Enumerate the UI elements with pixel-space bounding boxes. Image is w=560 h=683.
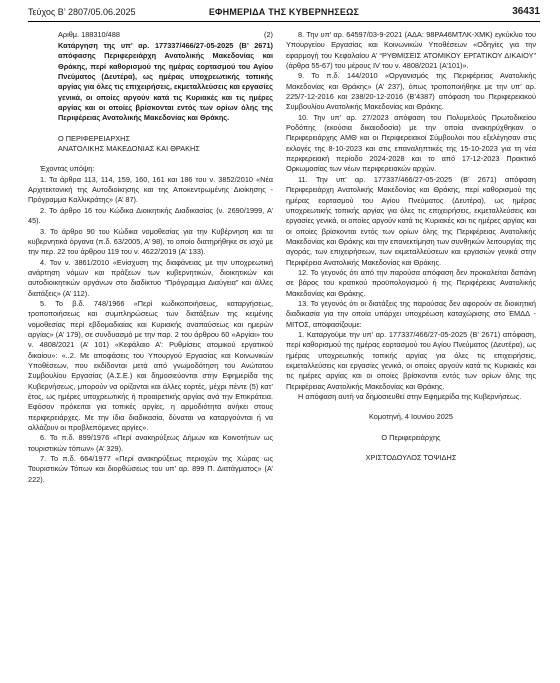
decision-number: Αριθμ. 188310/488 bbox=[58, 30, 120, 39]
header-rule bbox=[28, 21, 540, 22]
considering-item-7: 7. Το π.δ. 664/1977 «Περί ανακηρύξεως περιοχών της Χώρας ως Τουριστικών Τόπων και διορθώσεως του υπ’ αρ. 899 Π. Διατάγματος» (Α’ 222). bbox=[28, 454, 273, 484]
authority-line-1: Ο ΠΕΡΙΦΕΡΕΙΑΡΧΗΣ bbox=[58, 133, 131, 143]
considering-item-6: 6. Το π.δ. 899/1976 «Περί ανακηρύξεως Δήμων και Κοινοτήτων ως τουριστικών τόπων» (Α’ 329). bbox=[28, 433, 273, 453]
left-column bbox=[28, 30, 273, 485]
page-number: 36431 bbox=[512, 6, 540, 17]
considering-item-9: 9. Το π.δ. 144/2010 «Οργανισμός της Περιφέρειας Ανατολικής Μακεδονίας και Θράκης» (Α’ 237), όπως τροποποιήθηκε με την υπ’ αρ. 225/7-12-2016 και 238/20-12-2016 (Β’4387) απόφαση του Περιφερειακού Συμβουλίου Ανατολικής Μακεδονίας και Θράκης. bbox=[286, 71, 536, 112]
considering-item-2: 2. Το άρθρο 16 του Κώδικα Διοικητικής Διαδικασίας (ν. 2690/1999, Α’ 45). bbox=[28, 205, 273, 226]
right-column bbox=[286, 30, 536, 463]
decision-number-row bbox=[28, 30, 273, 41]
considering-item-4: 4. Τον ν. 3861/2010 «Ενίσχυση της διαφάνειας με την υποχρεωτική ανάρτηση νόμων και πράξεων των κυβερνητικών, διοικητικών και αυτοδιοικητικών οργάνων στο διαδίκτυο “Πρόγραμμα Διαύγεια” και άλλες διατάξεις» (Α’ 112). bbox=[28, 257, 273, 298]
authority-line-2: ΑΝΑΤΟΛΙΚΗΣ ΜΑΚΕΔΟΝΙΑΣ ΚΑΙ ΘΡΑΚΗΣ bbox=[58, 144, 200, 154]
considering-item-3: 3. Το άρθρο 90 του Κώδικα νομοθεσίας για την Κυβέρνηση και τα κυβερνητικά όργανα (π.δ. 63/2005, Α’ 98), το οποίο διατηρήθηκε σε ισχύ με την περ. 22 του άρθρου 119 του ν. 4622/2019 (Α’ 133). bbox=[28, 226, 273, 257]
considering-item-5: 5. Το β.δ. 748/1966 «Περί κωδικοποιήσεως, καταργήσεως, τροποποιήσεως και συμπληρώσεως των διατάξεων της κειμένης νομοθεσίας περί εβδομαδιαίας και Κυριακής αναπαύσεως και ημερών αργίας» (Α’ 179), σε συνδυασμό με την παρ. 2 του άρθρου 60 «Αργίαι» του ν. 4808/2021 (Α’ 101) «Κεφάλαιο Α’: Ρυθμίσεις ατομικού εργατικού δικαίου»: «..2. Με αποφάσεις του Υπουργού Εργασίας και Κοινωνικών Υποθέσεων, που εκδίδονται μετά από γνωμοδότηση του Ανώτατου Συμβουλίου Εργασίας (Α.Σ.Ε.) και δημοσιεύονται στην Εφημερίδα της Κυβερνήσεως, μπορούν να ορίζονται και άλλες εορτές, μέχρι πέντε (5) κατ’ έτος, ως ημέρες υποχρεωτικής ή προαιρετικής αργίας ανά την Επικράτεια. Εφόσον πρόκειται για τοπικές αργίες, η αρμοδιότητα ανήκει στους περιφερειάρχες. Με την ίδια διαδικασία, δύναται να καταργούνται ή να αλλάζουν οι προβλεπόμενες αργίες». bbox=[28, 298, 273, 433]
signatory-name: ΧΡΙΣΤΟΔΟΥΛΟΣ ΤΟΨΙΔΗΣ bbox=[365, 453, 457, 463]
considering-heading: Έχοντας υπόψη: bbox=[40, 164, 95, 174]
place-date: Κομοτηνή, 4 Ιουνίου 2025 bbox=[369, 412, 453, 422]
considering-item-12: 12. Το γεγονός ότι από την παρούσα απόφαση δεν προκαλείται δαπάνη σε βάρος του κρατικού προϋπολογισμού ή της Περιφέρειας Ανατολικής Μακεδονίας και Θράκης. bbox=[286, 267, 536, 298]
gazette-title: ΕΦΗΜΕΡΙΔΑ ΤΗΣ ΚΥΒΕΡΝΗΣΕΩΣ bbox=[208, 7, 360, 17]
considering-item-1: 1. Τα άρθρα 113, 114, 159, 160, 161 και 186 του ν. 3852/2010 «Νέα Αρχιτεκτονική της Αυτοδιοίκησης και της Αποκεντρωμένης Διοίκησης - Πρόγραμμα Καλλικράτης» (Α’ 87). bbox=[28, 174, 273, 205]
considering-item-11: 11. Την υπ’ αρ. 177337/466/27-05-2025 (Β’ 2671) απόφαση Περιφερειάρχη Ανατολικής Μακεδονίας και Θράκης, περί καθορισμού της ημέρας εορτασμού του Αγίου Πνεύματος (Δευτέρα), ως ημέρας υποχρεωτικής τοπικής αργίας για όλες τις επιχειρήσεις, εκμεταλλεύσεις και εργασίες γενικά, οι οποίες αργούν κατά τις Κυριακές και τις ημέρες αργίας και οι οποίες βρίσκονται εντός των ορίων όλης της Περιφέρειας Ανατολικής Μακεδονίας και Θράκης και την επανεκτίμηση των συνθηκών λειτουργίας της αγοράς, των επιχειρήσεων, των εκμεταλλεύσεων και εργασιών γενικά στην Περιφέρεια Ανατολικής Μακεδονίας και Θράκης. bbox=[286, 174, 536, 267]
decision-index: (2) bbox=[264, 30, 273, 39]
publication-order: Η απόφαση αυτή να δημοσιευθεί στην Εφημερίδα της Κυβερνήσεως. bbox=[298, 392, 522, 402]
signatory-title: Ο Περιφερειάρχης bbox=[381, 432, 441, 442]
considering-item-10: 10. Την υπ’ αρ. 27/2023 απόφαση του Πολυμελούς Πρωτοδικείου Ροδόπης (εκούσια δικαιοδοσία) με την οποία ανακηρύχθηκαν ο Περιφερειάρχης ΑΜΘ και οι Περιφερειακοί Σύμβουλοι που εξελέγησαν στις εκλογές της 8-10-2023 και στις επαναληπτικές της 15-10-2023 για τη νέα περιφερειακή περίοδο 2024-2028 και το από 17-12-2023 Πρακτικό Ορκωμοσίας των νέων περιφερειακών αρχών. bbox=[286, 112, 536, 174]
decision-article-1: 1. Καταργούμε την υπ’ αρ. 177337/466/27-05-2025 (Β’ 2671) απόφαση, περί καθορισμού της ημέρας εορτασμού του Αγίου Πνεύματος (Δευτέρα), ως ημέρας υποχρεωτικής τοπικής αργίας για όλες τις επιχειρήσεις, εκμεταλλεύσεις και εργασίες γενικά, οι οποίες αργούν κατά τις Κυριακές και τις ημέρες αργίας και οι οποίες βρίσκονται εντός των ορίων όλης της Περιφέρειας Ανατολικής Μακεδονίας και Θράκης. bbox=[286, 329, 536, 391]
considering-item-8: 8. Την υπ’ αρ. 64597/03-9-2021 (ΑΔΑ: 98ΡΑ46ΜΤΛΚ-ΧΜΚ) εγκύκλιο του Υπουργείου Εργασίας και Κοινωνικών Υποθέσεων «Οδηγίες για την εφαρμογή του Κεφαλαίου Α’ “ΡΥΘΜΙΣΕΙΣ ΑΤΟΜΙΚΟΥ ΕΡΓΑΤΙΚΟΥ ΔΙΚΑΙΟΥ” (άρθρα 55-67) του μέρους ΙV του ν. 4808/2021 (Α’101)». bbox=[286, 30, 536, 71]
decision-title: Κατάργηση της υπ’ αρ. 177337/466/27-05-2025 (Β’ 2671) απόφασης Περιφερειάρχη Ανατολικής Μακεδονίας και Θράκης, περί καθορισμού της ημέρας εορτασμού του Αγίου Πνεύματος (Δευτέρα), ως ημέρας υποχρεωτικής τοπικής αργίας για όλες τις επιχειρήσεις, εκμεταλλεύσεις και εργασίες γενικά, οι οποίες αργούν κατά τις Κυριακές και τις ημέρες αργίας και οι οποίες βρίσκονται εντός των ορίων όλης της Περιφέρειας Ανατολικής Μακεδονίας και Θράκης. bbox=[58, 41, 273, 123]
page-header bbox=[28, 4, 540, 20]
considering-item-13: 13. Το γεγονός ότι οι διατάξεις της παρούσας δεν αφορούν σε διοικητική διαδικασία για την οποία υπάρχει υποχρέωση καταχώρισης στο ΕΜΔΔ - ΜΙΤΟΣ, αποφασίζουμε: bbox=[286, 298, 536, 329]
issue-reference: Τεύχος B’ 2807/05.06.2025 bbox=[28, 7, 136, 17]
